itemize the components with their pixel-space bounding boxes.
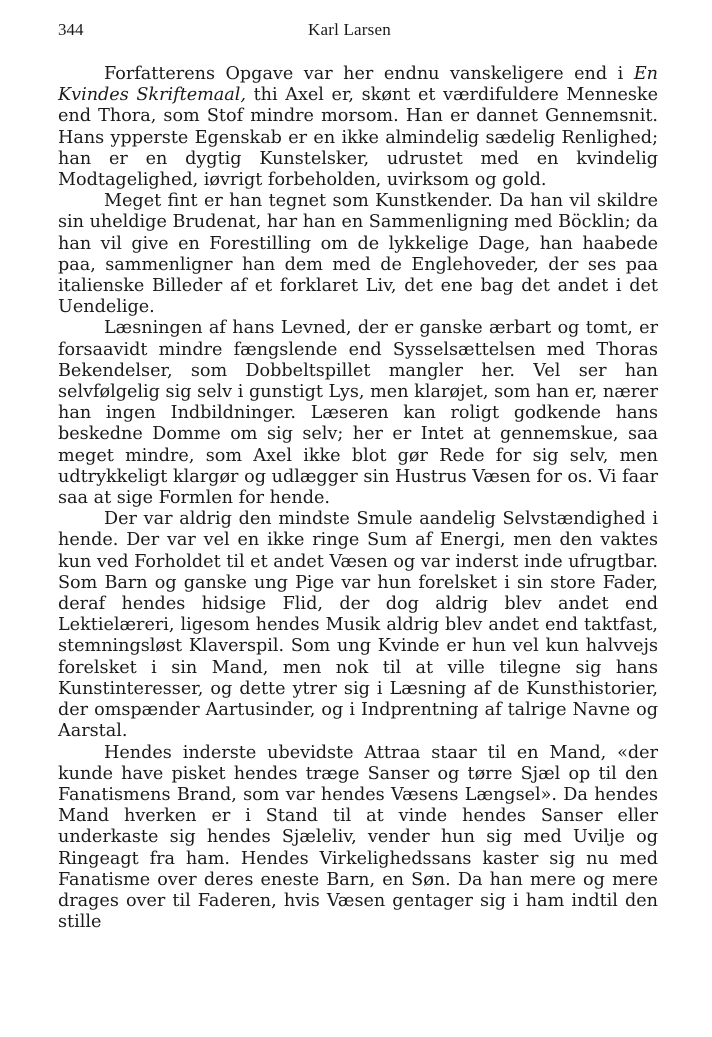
page-number: 344 — [58, 20, 84, 39]
body-text — [58, 64, 658, 933]
paragraph-1 — [58, 64, 658, 191]
paragraph-4: Der var aldrig den mindste Smule aandelig Selvstændighed i hende. Der var vel en ikke ringe Sum af Energi, men den vaktes kun ved Forholdet til et andet Væsen og var inderst inde ufrugtbar. Som Barn og ganske ung Pige var hun forelsket i sin store Fader, deraf hendes hidsige Flid, der dog aldrig blev andet end Lektielæreri, ligesom hendes Musik aldrig blev andet end taktfast, stemningsløst Klaverspil. Som ung Kvinde er hun vel kun halvvejs forelsket i sin Mand, men nok til at ville tilegne sig hans Kunstinteresser, og dette ytrer sig i Læsning af de Kunsthistorier, der omspænder Aartusinder, og i Indprentning af talrige Navne og Aarstal. — [58, 509, 658, 742]
paragraph-1-text-before: Forfatterens Opgave var her endnu vanskeligere end i — [104, 64, 634, 84]
book-title-emphasis: En Kvindes Skriftemaal, — [58, 64, 658, 106]
paragraph-5: Hendes inderste ubevidste Attraa staar til en Mand, «der kunde have pisket hendes træge Sanser og tørre Sjæl op til den Fanatismens Brand, som var hendes Væsens Længsel». Da hendes Mand hverken er i Stand til at vinde hendes Sanser eller underkaste sig hendes Sjæleliv, vender hun sig med Uvilje og Ringeagt fra ham. Hendes Virkelighedssans kaster sig nu med Fanatisme over deres eneste Barn, en Søn. Da han mere og mere drages over til Faderen, hvis Væsen gentager sig i ham indtil den stille — [58, 742, 658, 933]
paragraph-3: Læsningen af hans Levned, der er ganske ærbart og tomt, er forsaavidt mindre fængslende end Sysselsættelsen med Thoras Bekendelser, som Dobbeltspillet mangler her. Vel ser han selvfølgelig sig selv i gunstigt Lys, men klarøjet, som han er, nærer han ingen Indbildninger. Læseren kan roligt godkende hans beskedne Domme om sig selv; her er Intet at gennemskue, saa meget mindre, som Axel ikke blot gør Rede for sig selv, men udtrykkeligt klargør og udlægger sin Hustrus Væsen for os. Vi faar saa at sige Formlen for hende. — [58, 318, 658, 509]
paragraph-2: Meget fint er han tegnet som Kunstkender. Da han vil skildre sin uheldige Brudenat, har han en Sammenligning med Böcklin; da han vil give en Forestilling om de lykkelige Dage, han haabede paa, sammenligner han dem med de Englehoveder, der ses paa italienske Billeder af et forklaret Liv, det ene bag det andet i det Uendelige. — [58, 191, 658, 318]
page-header — [58, 20, 658, 44]
running-head: Karl Larsen — [308, 20, 391, 39]
paragraph-1-text-after: thi Axel er, skønt et værdifuldere Menneske end Thora, som Stof mindre morsom. Han er dannet Gennemsnit. Hans ypperste Egenskab er en ikke almindelig sædelig Renlighed; han er en dygtig Kunstelsker, udrustet med en kvindelig Modtagelighed, iøvrigt forbeholden, uvirksom og gold. — [58, 85, 658, 191]
